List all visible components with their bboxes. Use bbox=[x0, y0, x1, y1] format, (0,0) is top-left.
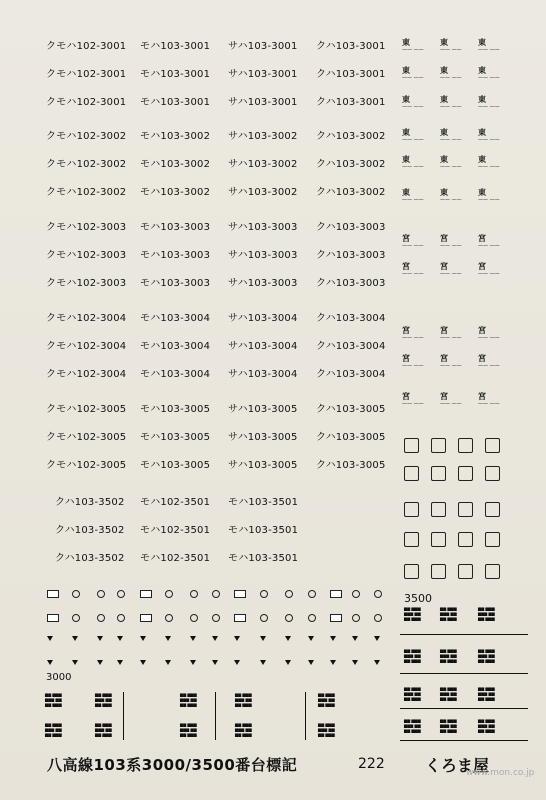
car-number-label: モハ103-3002 bbox=[140, 159, 211, 170]
car-number-label: サハ103-3003 bbox=[228, 278, 298, 289]
depot-mark: 宮 —— —— bbox=[440, 326, 462, 341]
car-number-label: クハ103-3005 bbox=[316, 404, 386, 415]
section-label-3000: 3000 bbox=[46, 672, 72, 683]
car-number-label: サハ103-3001 bbox=[228, 97, 298, 108]
car-number-label: サハ103-3004 bbox=[228, 341, 298, 352]
depot-mark: 宮 —— —— bbox=[478, 262, 500, 277]
triangle-mark bbox=[117, 636, 123, 641]
car-number-label: クハ103-3001 bbox=[316, 41, 386, 52]
depot-mark: 東 —— —— bbox=[478, 66, 500, 81]
inspection-box-mark bbox=[431, 502, 446, 517]
depot-mark: 宮 —— —— bbox=[440, 262, 462, 277]
car-number-label: クハ103-3003 bbox=[316, 222, 386, 233]
inspection-box-mark bbox=[431, 438, 446, 453]
car-number-label: モハ103-3003 bbox=[140, 222, 211, 233]
circle-mark bbox=[190, 614, 198, 622]
inspection-box-mark bbox=[458, 466, 473, 481]
car-number-label: サハ103-3001 bbox=[228, 41, 298, 52]
depot-mark: 東 —— —— bbox=[478, 188, 500, 203]
triangle-mark bbox=[140, 660, 146, 665]
car-number-label: サハ103-3002 bbox=[228, 131, 298, 142]
depot-mark: 東 —— —— bbox=[402, 188, 424, 203]
depot-mark: 東 —— —— bbox=[440, 188, 462, 203]
circle-mark bbox=[374, 590, 382, 598]
car-number-label: クモハ102-3002 bbox=[46, 131, 127, 142]
triangle-mark bbox=[212, 660, 218, 665]
triangle-mark bbox=[47, 636, 53, 641]
circle-mark bbox=[260, 614, 268, 622]
inspection-box-mark bbox=[431, 466, 446, 481]
circle-mark bbox=[308, 590, 316, 598]
car-number-label: クハ103-3004 bbox=[316, 313, 386, 324]
depot-mark: 東 —— —— bbox=[402, 95, 424, 110]
car-number-label: モハ103-3001 bbox=[140, 69, 211, 80]
mini-spec-block: ▆▆ ▆▆▆ ▆▆▆ ▆▆ ▆▆ ▆▆▆ bbox=[318, 692, 335, 707]
mini-spec-block: ▆▆ ▆▆▆ ▆▆▆ ▆▆ ▆▆ ▆▆▆ bbox=[478, 686, 495, 701]
inspection-box-mark bbox=[458, 532, 473, 547]
car-number-label: クモハ102-3005 bbox=[46, 432, 127, 443]
divider-line bbox=[215, 692, 216, 740]
car-number-label: クハ103-3001 bbox=[316, 69, 386, 80]
triangle-mark bbox=[72, 660, 78, 665]
inspection-box-mark bbox=[458, 438, 473, 453]
depot-mark: 宮 —— —— bbox=[402, 234, 424, 249]
inspection-box-mark bbox=[485, 466, 500, 481]
car-number-label: モハ103-3002 bbox=[140, 187, 211, 198]
divider-line bbox=[123, 692, 124, 740]
depot-mark: 宮 —— —— bbox=[402, 262, 424, 277]
triangle-mark bbox=[234, 660, 240, 665]
depot-mark: 東 —— —— bbox=[402, 155, 424, 170]
plate-rect-mark bbox=[234, 614, 246, 622]
mini-spec-block: ▆▆ ▆▆▆ ▆▆▆ ▆▆ ▆▆ ▆▆▆ bbox=[404, 718, 421, 733]
mini-spec-block: ▆▆ ▆▆▆ ▆▆▆ ▆▆ ▆▆ ▆▆▆ bbox=[440, 686, 457, 701]
plate-rect-mark bbox=[140, 590, 152, 598]
depot-mark: 宮 —— —— bbox=[402, 326, 424, 341]
triangle-mark bbox=[97, 636, 103, 641]
circle-mark bbox=[97, 614, 105, 622]
circle-mark bbox=[117, 590, 125, 598]
car-number-label: モハ103-3004 bbox=[140, 341, 211, 352]
plate-rect-mark bbox=[234, 590, 246, 598]
depot-mark: 宮 —— —— bbox=[478, 392, 500, 407]
circle-mark bbox=[72, 590, 80, 598]
mini-spec-block: ▆▆ ▆▆▆ ▆▆▆ ▆▆ ▆▆ ▆▆▆ bbox=[440, 606, 457, 621]
circle-mark bbox=[352, 590, 360, 598]
car-number-label: クハ103-3002 bbox=[316, 187, 386, 198]
car-number-label: クハ103-3003 bbox=[316, 278, 386, 289]
mini-spec-block: ▆▆ ▆▆▆ ▆▆▆ ▆▆ ▆▆ ▆▆▆ bbox=[95, 722, 112, 737]
depot-mark: 東 —— —— bbox=[478, 155, 500, 170]
car-number-label: モハ103-3002 bbox=[140, 131, 211, 142]
mini-spec-block: ▆▆ ▆▆▆ ▆▆▆ ▆▆ ▆▆ ▆▆▆ bbox=[440, 648, 457, 663]
car-number-label: モハ103-3001 bbox=[140, 97, 211, 108]
triangle-mark bbox=[352, 636, 358, 641]
car-number-label: クモハ102-3003 bbox=[46, 250, 127, 261]
divider-line bbox=[400, 708, 528, 709]
car-number-label: モハ103-3501 bbox=[228, 525, 299, 536]
triangle-mark bbox=[260, 660, 266, 665]
sheet-title: 八高線103系3000/3500番台標記 bbox=[47, 756, 298, 774]
plate-rect-mark bbox=[330, 590, 342, 598]
mini-spec-block: ▆▆ ▆▆▆ ▆▆▆ ▆▆ ▆▆ ▆▆▆ bbox=[235, 722, 252, 737]
plate-rect-mark bbox=[140, 614, 152, 622]
car-number-label: クモハ102-3001 bbox=[46, 41, 127, 52]
car-number-label: サハ103-3005 bbox=[228, 432, 298, 443]
triangle-mark bbox=[374, 636, 380, 641]
car-number-label: サハ103-3002 bbox=[228, 159, 298, 170]
depot-mark: 東 —— —— bbox=[478, 128, 500, 143]
car-number-label: クハ103-3005 bbox=[316, 432, 386, 443]
mini-spec-block: ▆▆ ▆▆▆ ▆▆▆ ▆▆ ▆▆ ▆▆▆ bbox=[404, 686, 421, 701]
mini-spec-block: ▆▆ ▆▆▆ ▆▆▆ ▆▆ ▆▆ ▆▆▆ bbox=[478, 606, 495, 621]
triangle-mark bbox=[212, 636, 218, 641]
car-number-label: サハ103-3003 bbox=[228, 250, 298, 261]
mini-spec-block: ▆▆ ▆▆▆ ▆▆▆ ▆▆ ▆▆ ▆▆▆ bbox=[235, 692, 252, 707]
inspection-box-mark bbox=[431, 532, 446, 547]
depot-mark: 宮 —— —— bbox=[478, 354, 500, 369]
mini-spec-block: ▆▆ ▆▆▆ ▆▆▆ ▆▆ ▆▆ ▆▆▆ bbox=[180, 692, 197, 707]
car-number-label: モハ103-3501 bbox=[228, 497, 299, 508]
mini-spec-block: ▆▆ ▆▆▆ ▆▆▆ ▆▆ ▆▆ ▆▆▆ bbox=[45, 692, 62, 707]
car-number-label: クハ103-3004 bbox=[316, 341, 386, 352]
circle-mark bbox=[165, 614, 173, 622]
plate-rect-mark bbox=[47, 590, 59, 598]
divider-line bbox=[305, 692, 306, 740]
triangle-mark bbox=[165, 636, 171, 641]
depot-mark: 宮 —— —— bbox=[478, 326, 500, 341]
circle-mark bbox=[374, 614, 382, 622]
triangle-mark bbox=[165, 660, 171, 665]
car-number-label: クハ103-3502 bbox=[55, 525, 125, 536]
car-number-label: サハ103-3005 bbox=[228, 460, 298, 471]
inspection-box-mark bbox=[458, 564, 473, 579]
car-number-label: モハ103-3004 bbox=[140, 313, 211, 324]
depot-mark: 宮 —— —— bbox=[402, 392, 424, 407]
car-number-label: モハ103-3004 bbox=[140, 369, 211, 380]
car-number-label: クハ103-3502 bbox=[55, 553, 125, 564]
inspection-box-mark bbox=[485, 502, 500, 517]
mini-spec-block: ▆▆ ▆▆▆ ▆▆▆ ▆▆ ▆▆ ▆▆▆ bbox=[95, 692, 112, 707]
car-number-label: クモハ102-3004 bbox=[46, 341, 127, 352]
car-number-label: モハ103-3005 bbox=[140, 432, 211, 443]
triangle-mark bbox=[352, 660, 358, 665]
section-label-3500: 3500 bbox=[404, 592, 432, 605]
mini-spec-block: ▆▆ ▆▆▆ ▆▆▆ ▆▆ ▆▆ ▆▆▆ bbox=[440, 718, 457, 733]
car-number-label: サハ103-3004 bbox=[228, 369, 298, 380]
depot-mark: 東 —— —— bbox=[440, 38, 462, 53]
circle-mark bbox=[190, 590, 198, 598]
depot-mark: 東 —— —— bbox=[478, 95, 500, 110]
watermark-url: www.mon.co.jp bbox=[466, 768, 535, 778]
inspection-box-mark bbox=[485, 564, 500, 579]
car-number-label: クモハ102-3004 bbox=[46, 369, 127, 380]
car-number-label: クハ103-3001 bbox=[316, 97, 386, 108]
circle-mark bbox=[212, 614, 220, 622]
triangle-mark bbox=[285, 660, 291, 665]
maker-name: くろま屋 bbox=[425, 756, 490, 775]
divider-line bbox=[400, 740, 528, 741]
car-number-label: クハ103-3005 bbox=[316, 460, 386, 471]
mini-spec-block: ▆▆ ▆▆▆ ▆▆▆ ▆▆ ▆▆ ▆▆▆ bbox=[478, 648, 495, 663]
triangle-mark bbox=[308, 660, 314, 665]
depot-mark: 宮 —— —— bbox=[478, 234, 500, 249]
car-number-label: モハ102-3501 bbox=[140, 553, 211, 564]
inspection-box-mark bbox=[404, 438, 419, 453]
triangle-mark bbox=[72, 636, 78, 641]
car-number-label: モハ103-3005 bbox=[140, 404, 211, 415]
car-number-label: クモハ102-3005 bbox=[46, 404, 127, 415]
triangle-mark bbox=[330, 660, 336, 665]
circle-mark bbox=[97, 590, 105, 598]
triangle-mark bbox=[260, 636, 266, 641]
depot-mark: 東 —— —— bbox=[402, 66, 424, 81]
circle-mark bbox=[285, 590, 293, 598]
triangle-mark bbox=[97, 660, 103, 665]
triangle-mark bbox=[285, 636, 291, 641]
depot-mark: 宮 —— —— bbox=[440, 392, 462, 407]
inspection-box-mark bbox=[404, 502, 419, 517]
car-number-label: サハ103-3004 bbox=[228, 313, 298, 324]
mini-spec-block: ▆▆ ▆▆▆ ▆▆▆ ▆▆ ▆▆ ▆▆▆ bbox=[404, 648, 421, 663]
triangle-mark bbox=[117, 660, 123, 665]
car-number-label: クモハ102-3003 bbox=[46, 278, 127, 289]
triangle-mark bbox=[330, 636, 336, 641]
car-number-label: クモハ102-3001 bbox=[46, 69, 127, 80]
circle-mark bbox=[308, 614, 316, 622]
circle-mark bbox=[165, 590, 173, 598]
depot-mark: 東 —— —— bbox=[402, 38, 424, 53]
car-number-label: モハ102-3501 bbox=[140, 525, 211, 536]
car-number-label: モハ103-3003 bbox=[140, 250, 211, 261]
car-number-label: クハ103-3002 bbox=[316, 159, 386, 170]
depot-mark: 東 —— —— bbox=[440, 128, 462, 143]
divider-line bbox=[400, 634, 528, 635]
circle-mark bbox=[260, 590, 268, 598]
mini-spec-block: ▆▆ ▆▆▆ ▆▆▆ ▆▆ ▆▆ ▆▆▆ bbox=[180, 722, 197, 737]
mini-spec-block: ▆▆ ▆▆▆ ▆▆▆ ▆▆ ▆▆ ▆▆▆ bbox=[318, 722, 335, 737]
inspection-box-mark bbox=[404, 564, 419, 579]
inspection-box-mark bbox=[404, 532, 419, 547]
depot-mark: 東 —— —— bbox=[440, 95, 462, 110]
depot-mark: 東 —— —— bbox=[440, 155, 462, 170]
depot-mark: 宮 —— —— bbox=[440, 354, 462, 369]
car-number-label: クハ103-3003 bbox=[316, 250, 386, 261]
car-number-label: クモハ102-3003 bbox=[46, 222, 127, 233]
car-number-label: クモハ102-3002 bbox=[46, 159, 127, 170]
car-number-label: クハ103-3004 bbox=[316, 369, 386, 380]
plate-rect-mark bbox=[330, 614, 342, 622]
circle-mark bbox=[352, 614, 360, 622]
inspection-box-mark bbox=[404, 466, 419, 481]
car-number-label: クモハ102-3002 bbox=[46, 187, 127, 198]
mini-spec-block: ▆▆ ▆▆▆ ▆▆▆ ▆▆ ▆▆ ▆▆▆ bbox=[45, 722, 62, 737]
car-number-label: モハ103-3001 bbox=[140, 41, 211, 52]
triangle-mark bbox=[234, 636, 240, 641]
car-number-label: サハ103-3005 bbox=[228, 404, 298, 415]
car-number-label: モハ103-3005 bbox=[140, 460, 211, 471]
triangle-mark bbox=[308, 636, 314, 641]
car-number-label: クモハ102-3001 bbox=[46, 97, 127, 108]
depot-mark: 東 —— —— bbox=[440, 66, 462, 81]
triangle-mark bbox=[47, 660, 53, 665]
inspection-box-mark bbox=[485, 532, 500, 547]
car-number-label: クハ103-3502 bbox=[55, 497, 125, 508]
circle-mark bbox=[285, 614, 293, 622]
inspection-box-mark bbox=[485, 438, 500, 453]
car-number-label: サハ103-3001 bbox=[228, 69, 298, 80]
car-number-label: モハ103-3003 bbox=[140, 278, 211, 289]
triangle-mark bbox=[140, 636, 146, 641]
car-number-label: クハ103-3002 bbox=[316, 131, 386, 142]
mini-spec-block: ▆▆ ▆▆▆ ▆▆▆ ▆▆ ▆▆ ▆▆▆ bbox=[404, 606, 421, 621]
triangle-mark bbox=[374, 660, 380, 665]
car-number-label: クモハ102-3004 bbox=[46, 313, 127, 324]
inspection-box-mark bbox=[458, 502, 473, 517]
plate-rect-mark bbox=[47, 614, 59, 622]
circle-mark bbox=[72, 614, 80, 622]
inspection-box-mark bbox=[431, 564, 446, 579]
divider-line bbox=[400, 673, 528, 674]
depot-mark: 東 —— —— bbox=[402, 128, 424, 143]
depot-mark: 宮 —— —— bbox=[402, 354, 424, 369]
sheet-number: 222 bbox=[358, 756, 385, 772]
triangle-mark bbox=[190, 636, 196, 641]
circle-mark bbox=[212, 590, 220, 598]
car-number-label: モハ103-3501 bbox=[228, 553, 299, 564]
circle-mark bbox=[117, 614, 125, 622]
depot-mark: 宮 —— —— bbox=[440, 234, 462, 249]
car-number-label: クモハ102-3005 bbox=[46, 460, 127, 471]
depot-mark: 東 —— —— bbox=[478, 38, 500, 53]
triangle-mark bbox=[190, 660, 196, 665]
car-number-label: モハ102-3501 bbox=[140, 497, 211, 508]
car-number-label: サハ103-3002 bbox=[228, 187, 298, 198]
car-number-label: サハ103-3003 bbox=[228, 222, 298, 233]
mini-spec-block: ▆▆ ▆▆▆ ▆▆▆ ▆▆ ▆▆ ▆▆▆ bbox=[478, 718, 495, 733]
